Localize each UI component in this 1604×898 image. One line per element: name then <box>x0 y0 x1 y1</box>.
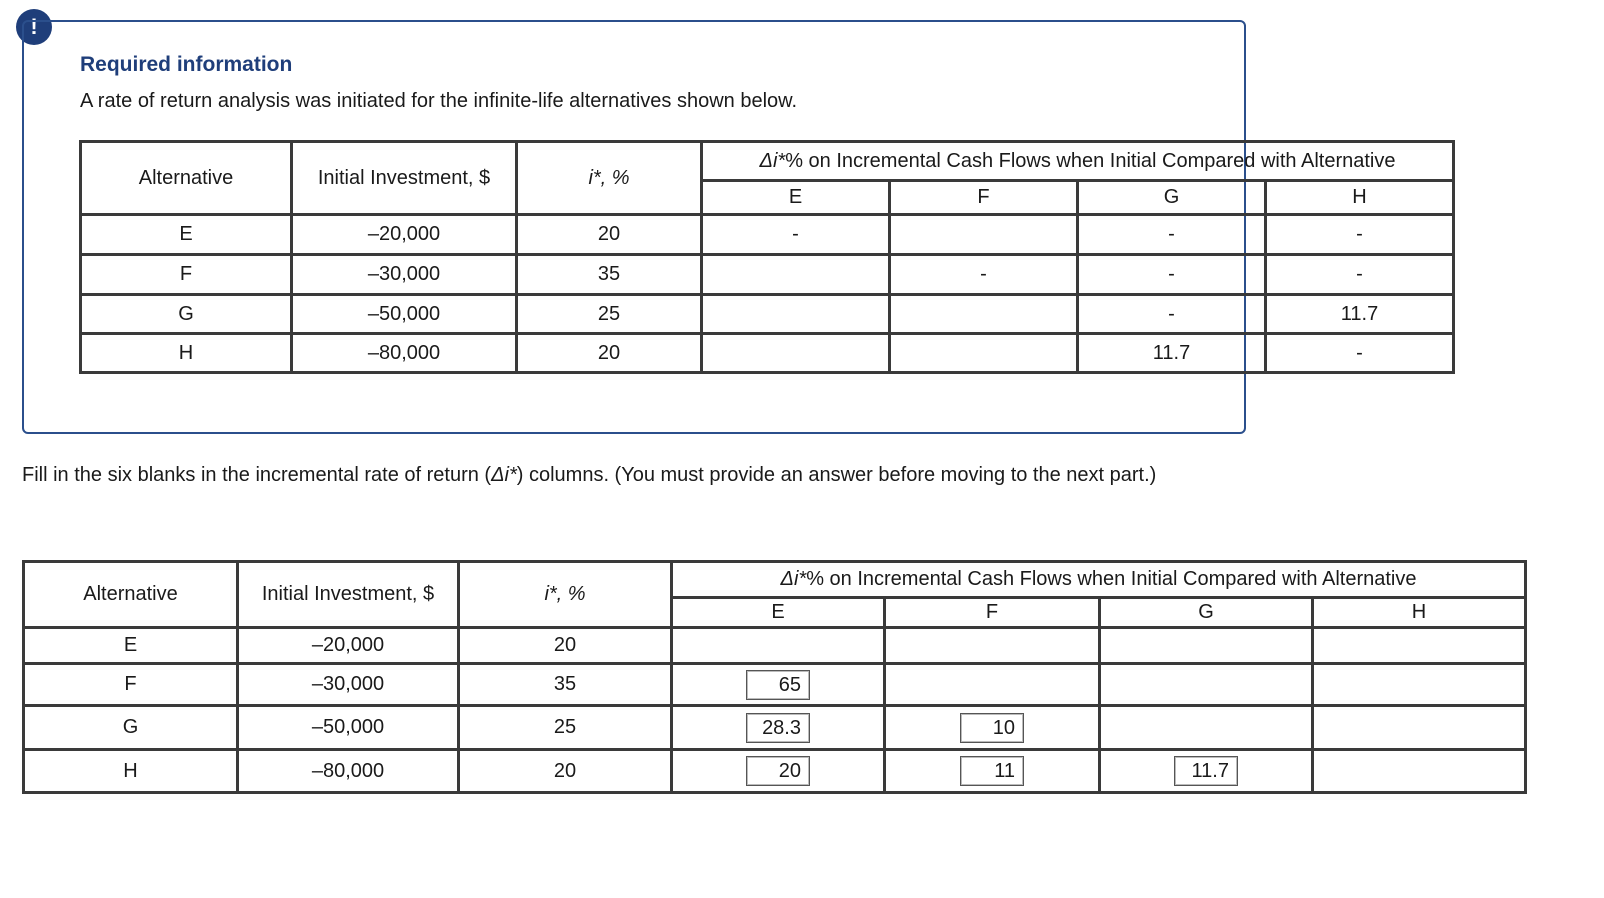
table-row <box>24 706 1526 750</box>
incremental-cell-h-g: 11.7 <box>1078 334 1266 373</box>
incremental-cell-g-e <box>702 295 890 334</box>
answer-input-h-e[interactable]: 20 <box>746 756 810 786</box>
delta-istar-caption: % on Incremental Cash Flows when Initial Compared with Alternative <box>785 149 1396 172</box>
answer-delta-istar-caption: % on Incremental Cash Flows when Initial Compared with Alternative <box>806 568 1417 590</box>
answer-header-istar: i*, % <box>459 562 672 628</box>
table-row <box>24 664 1526 706</box>
answer-cell-h-g <box>1100 750 1313 793</box>
answer-row-investment-f: –30,000 <box>238 664 459 706</box>
incremental-cell-e-h: - <box>1266 215 1454 255</box>
answer-header-initial-investment: Initial Investment, $ <box>238 562 459 628</box>
answer-row-istar-f: 35 <box>459 664 672 706</box>
alert-icon: ! <box>16 9 52 45</box>
incremental-cell-f-f: - <box>890 255 1078 295</box>
answer-row-alternative-h: H <box>24 750 238 793</box>
answer-cell-g-f <box>885 706 1100 750</box>
table-row <box>81 255 1454 295</box>
answer-input-f-e[interactable]: 65 <box>746 670 810 700</box>
incremental-cell-g-h: 11.7 <box>1266 295 1454 334</box>
row-alternative-h: H <box>81 334 292 373</box>
header-compare-e: E <box>702 181 890 215</box>
instruction-delta-istar: Δi* <box>491 464 517 486</box>
answer-cell-e-e <box>672 628 885 664</box>
incremental-cell-g-f <box>890 295 1078 334</box>
answer-cell-f-h <box>1313 664 1526 706</box>
answer-header-alternative: Alternative <box>24 562 238 628</box>
incremental-cell-f-e <box>702 255 890 295</box>
answer-table <box>22 560 1527 794</box>
answer-cell-e-h <box>1313 628 1526 664</box>
intro-text: A rate of return analysis was initiated for the infinite-life alternatives shown below. <box>80 90 798 112</box>
header-initial-investment: Initial Investment, $ <box>292 142 517 215</box>
instruction-text-start: Fill in the six blanks in the incremental rate of return ( <box>22 464 492 486</box>
answer-header-compare-e: E <box>672 598 885 628</box>
answer-row-investment-g: –50,000 <box>238 706 459 750</box>
header-compare-f: F <box>890 181 1078 215</box>
answer-cell-f-g <box>1100 664 1313 706</box>
incremental-cell-e-f <box>890 215 1078 255</box>
header-compare-h: H <box>1266 181 1454 215</box>
answer-header-compare-f: F <box>885 598 1100 628</box>
given-data-table <box>79 140 1455 374</box>
answer-header-delta-istar <box>672 562 1526 598</box>
instruction-text-end: ) columns. (You must provide an answer before moving to the next part.) <box>516 464 1157 486</box>
answer-input-h-f[interactable]: 11 <box>960 756 1024 786</box>
answer-cell-h-e <box>672 750 885 793</box>
answer-cell-g-h <box>1313 706 1526 750</box>
answer-input-h-g[interactable]: 11.7 <box>1174 756 1238 786</box>
answer-row-alternative-e: E <box>24 628 238 664</box>
delta-istar-symbol: Δi* <box>759 149 786 172</box>
answer-row-alternative-f: F <box>24 664 238 706</box>
answer-cell-f-f <box>885 664 1100 706</box>
answer-input-g-f[interactable]: 10 <box>960 713 1024 743</box>
row-investment-e: –20,000 <box>292 215 517 255</box>
answer-header-compare-g: G <box>1100 598 1313 628</box>
row-istar-e: 20 <box>517 215 702 255</box>
row-alternative-f: F <box>81 255 292 295</box>
answer-header-compare-h: H <box>1313 598 1526 628</box>
header-delta-istar <box>702 142 1454 181</box>
instruction-text <box>22 463 1222 487</box>
answer-row-istar-g: 25 <box>459 706 672 750</box>
answer-row-istar-h: 20 <box>459 750 672 793</box>
table-row <box>24 750 1526 793</box>
answer-cell-e-f <box>885 628 1100 664</box>
header-compare-g: G <box>1078 181 1266 215</box>
incremental-cell-e-e: - <box>702 215 890 255</box>
incremental-cell-g-g: - <box>1078 295 1266 334</box>
answer-cell-e-g <box>1100 628 1313 664</box>
incremental-cell-h-f <box>890 334 1078 373</box>
row-istar-h: 20 <box>517 334 702 373</box>
answer-row-investment-e: –20,000 <box>238 628 459 664</box>
row-istar-f: 35 <box>517 255 702 295</box>
incremental-cell-h-e <box>702 334 890 373</box>
table-row <box>81 334 1454 373</box>
answer-row-investment-h: –80,000 <box>238 750 459 793</box>
incremental-cell-e-g: - <box>1078 215 1266 255</box>
incremental-cell-f-h: - <box>1266 255 1454 295</box>
answer-cell-h-f <box>885 750 1100 793</box>
incremental-cell-h-h: - <box>1266 334 1454 373</box>
answer-cell-h-h <box>1313 750 1526 793</box>
table-row <box>81 295 1454 334</box>
answer-cell-f-e <box>672 664 885 706</box>
header-istar: i*, % <box>517 142 702 215</box>
table-row <box>24 628 1526 664</box>
header-alternative: Alternative <box>81 142 292 215</box>
answer-row-istar-e: 20 <box>459 628 672 664</box>
answer-delta-istar-symbol: Δi* <box>780 568 807 590</box>
row-investment-f: –30,000 <box>292 255 517 295</box>
row-investment-g: –50,000 <box>292 295 517 334</box>
row-alternative-e: E <box>81 215 292 255</box>
answer-row-alternative-g: G <box>24 706 238 750</box>
answer-cell-g-e <box>672 706 885 750</box>
row-alternative-g: G <box>81 295 292 334</box>
answer-input-g-e[interactable]: 28.3 <box>746 713 810 743</box>
incremental-cell-f-g: - <box>1078 255 1266 295</box>
table-row <box>81 215 1454 255</box>
answer-cell-g-g <box>1100 706 1313 750</box>
row-istar-g: 25 <box>517 295 702 334</box>
required-info-title: Required information <box>80 53 293 76</box>
row-investment-h: –80,000 <box>292 334 517 373</box>
